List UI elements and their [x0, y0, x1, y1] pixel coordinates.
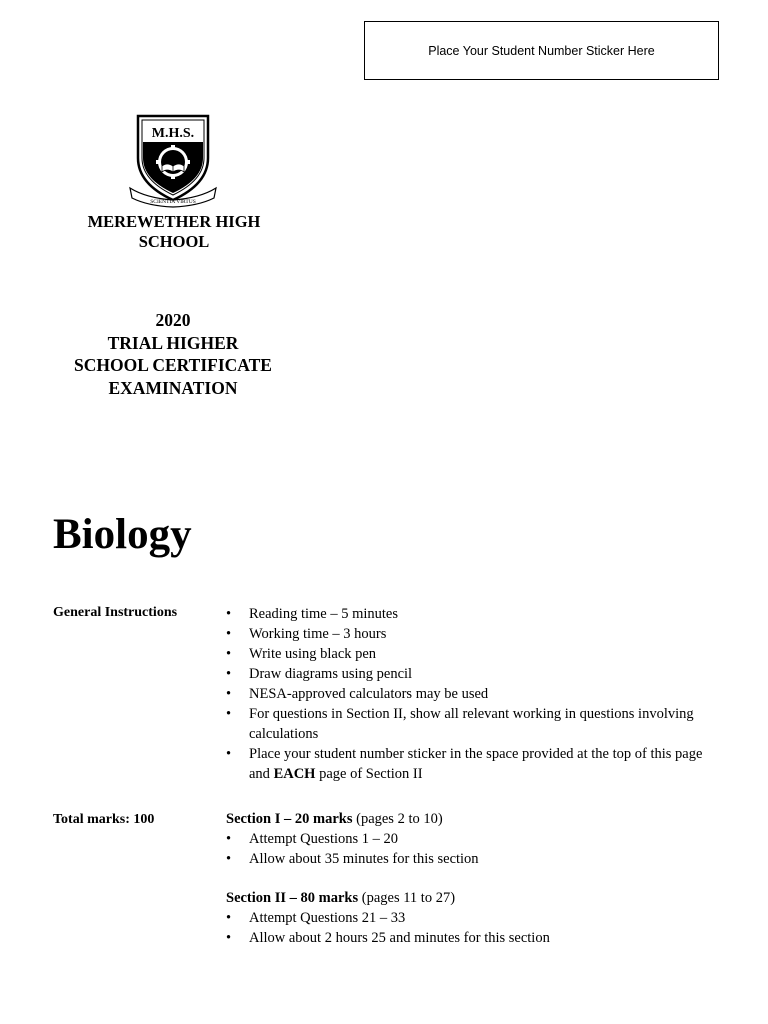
general-instructions-label: General Instructions: [53, 605, 178, 620]
section-1-block: [226, 809, 726, 869]
list-item: • Allow about 35 minutes for this section: [226, 849, 726, 869]
list-item: • Attempt Questions 1 – 20: [226, 829, 726, 849]
list-item: • Allow about 2 hours 25 and minutes for this section: [226, 928, 726, 948]
student-number-sticker-box: [364, 21, 719, 80]
general-instructions-list: [226, 604, 726, 784]
list-item: • For questions in Section II, show all relevant working in questions involving calculations: [226, 704, 719, 744]
list-item: • Place your student number sticker in the space provided at the top of this page and EACH page of Section II: [226, 744, 719, 784]
school-crest-logo: [126, 110, 220, 208]
exam-title: 2020 TRIAL HIGHER SCHOOL CERTIFICATE EXAMINATION: [48, 309, 298, 399]
subject-title: Biology: [53, 511, 192, 558]
list-item: • Write using black pen: [226, 644, 726, 664]
list-item: • NESA-approved calculators may be used: [226, 684, 726, 704]
section-2-heading: Section II – 80 marks (pages 11 to 27): [226, 890, 456, 906]
list-item: • Working time – 3 hours: [226, 624, 726, 644]
school-name: MEREWETHER HIGH SCHOOL: [87, 212, 261, 251]
svg-text:SCIENTIA VIRTUS: SCIENTIA VIRTUS: [150, 199, 196, 205]
svg-text:M.H.S.: M.H.S.: [151, 126, 195, 141]
section-2-block: [226, 888, 726, 948]
section-1-heading: Section I – 20 marks (pages 2 to 10): [226, 811, 443, 827]
sticker-label: Place Your Student Number Sticker Here: [428, 43, 655, 58]
total-marks-label: Total marks: 100: [53, 812, 155, 827]
list-item: • Attempt Questions 21 – 33: [226, 908, 726, 928]
list-item: • Reading time – 5 minutes: [226, 604, 726, 624]
list-item: • Draw diagrams using pencil: [226, 664, 726, 684]
exam-year: 2020: [155, 310, 191, 330]
